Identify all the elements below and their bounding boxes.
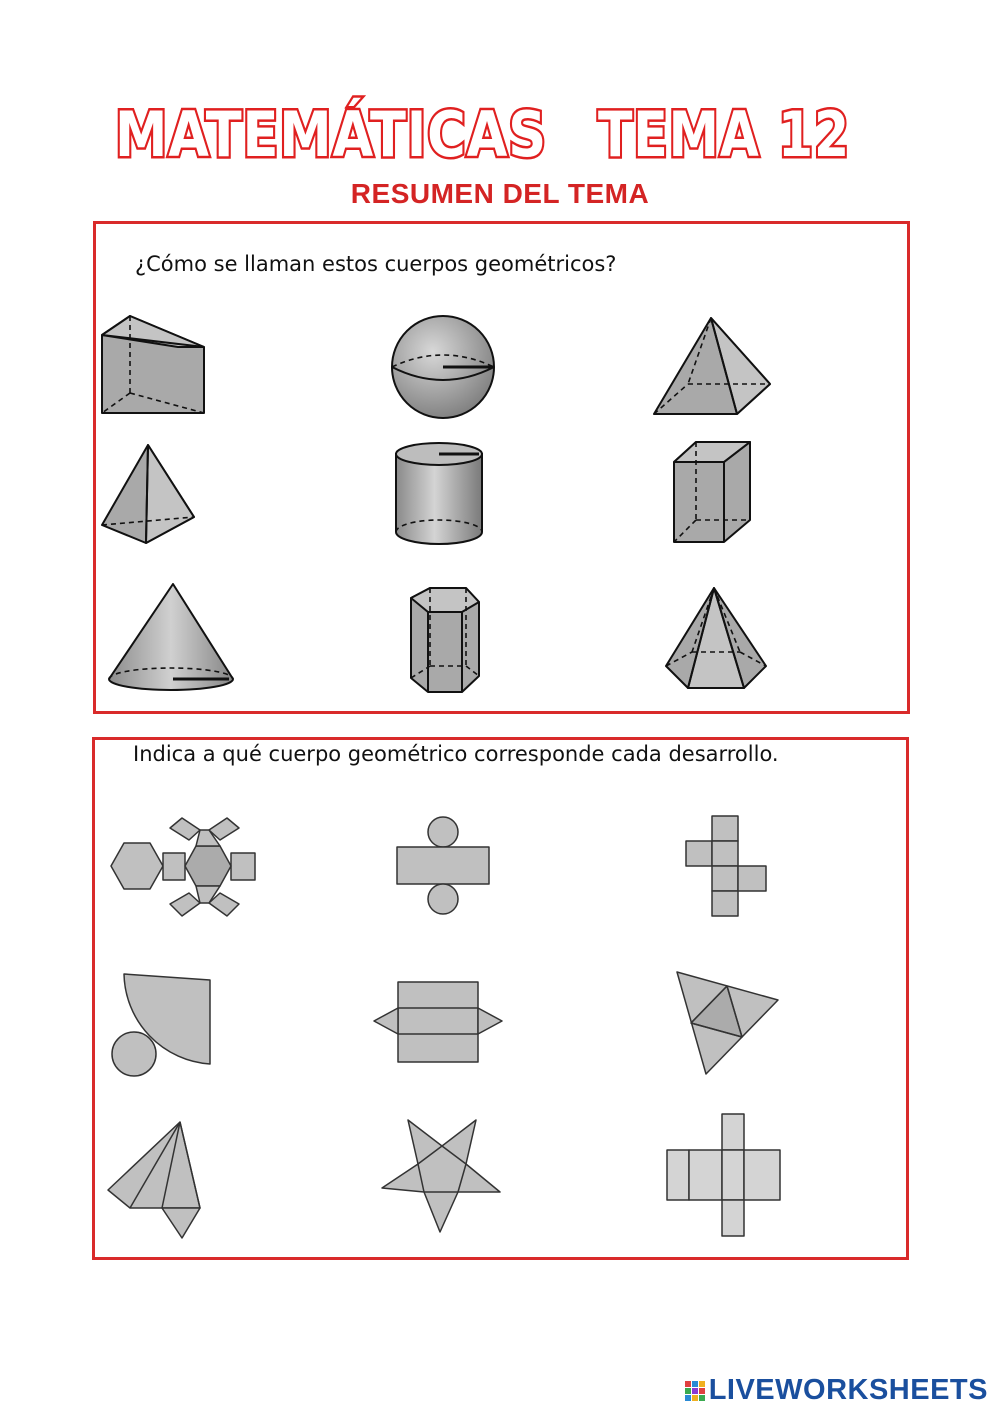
nets-question: Indica a qué cuerpo geométrico corresponde cada desarrollo.	[133, 742, 779, 766]
page-title	[0, 90, 1000, 180]
rectangular-prism-figure[interactable]	[672, 440, 754, 546]
hexagonal-prism-net[interactable]	[108, 816, 258, 918]
triangular-prism-net[interactable]	[372, 978, 506, 1066]
solids-question: ¿Cómo se llaman estos cuerpos geométricos?	[135, 252, 617, 276]
rectangular-prism-net[interactable]	[665, 1112, 783, 1240]
title-matematicas: MATEMÁTICAS	[115, 98, 547, 171]
brand-logo[interactable]	[685, 1374, 988, 1407]
page-subtitle: RESUMEN DEL TEMA	[350, 178, 650, 209]
pentagonal-pyramid-net[interactable]	[380, 1116, 504, 1236]
triangular-pyramid-figure[interactable]	[100, 443, 198, 547]
cube-net[interactable]	[684, 814, 770, 920]
cylinder-figure[interactable]	[393, 440, 485, 548]
brand-name: LIVEWORKSHEETS	[708, 1374, 988, 1406]
triangular-pyramid-net[interactable]	[674, 970, 782, 1078]
cylinder-net[interactable]	[395, 815, 493, 917]
liveworksheets-icon	[685, 1380, 705, 1402]
square-pyramid-net[interactable]	[106, 1120, 204, 1242]
pentagonal-pyramid-figure[interactable]	[662, 586, 770, 692]
cone-net[interactable]	[108, 972, 216, 1080]
square-pyramid-figure[interactable]	[652, 316, 774, 418]
sphere-figure[interactable]	[388, 313, 500, 421]
cone-figure[interactable]	[105, 582, 237, 694]
title-tema: TEMA 12	[598, 98, 850, 171]
triangular-prism-figure[interactable]	[100, 313, 210, 418]
pentagonal-prism-figure[interactable]	[406, 586, 484, 696]
